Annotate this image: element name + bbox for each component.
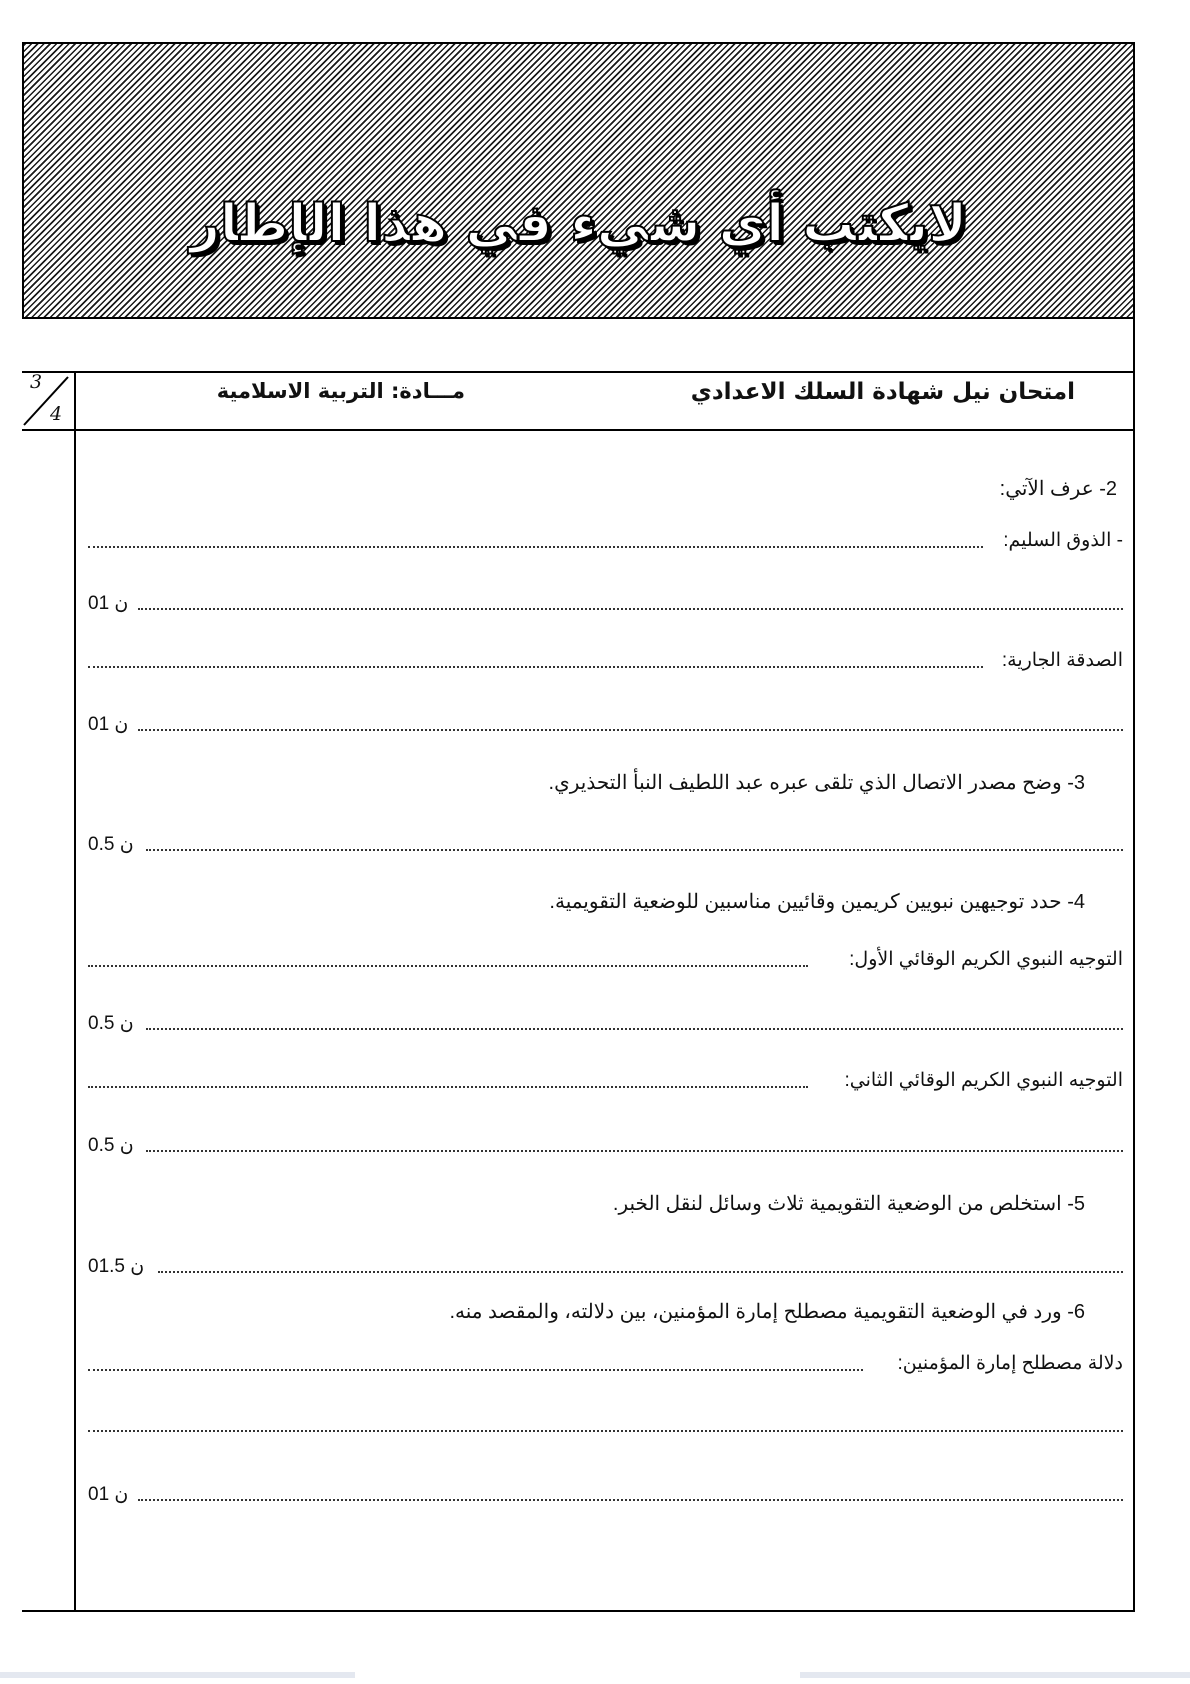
score-badge: 0.5 ن [88, 1135, 134, 1156]
answer-line-q5[interactable] [88, 1251, 1123, 1281]
answer-label: - الذوق السليم: [1003, 530, 1123, 551]
answer-line-guidance-1-2[interactable] [88, 1008, 1123, 1038]
score-badge: 01 ن [88, 593, 129, 614]
answer-line-emirate-3[interactable] [88, 1479, 1123, 1509]
no-write-banner [22, 42, 1135, 319]
dotted-line [88, 666, 983, 668]
answer-label: التوجيه النبوي الكريم الوقائي الأول: [849, 949, 1123, 970]
page-current: 3 [30, 371, 43, 393]
dotted-line [138, 1499, 1123, 1501]
scan-artifact [0, 1672, 355, 1678]
subject-label: مـــادة: التربية الاسلامية [216, 379, 465, 403]
score-badge: 01 ن [88, 714, 129, 735]
answer-line-emirate[interactable] [88, 1349, 1123, 1379]
answer-line-charity[interactable] [88, 646, 1123, 676]
answer-line-emirate-2[interactable] [88, 1410, 1123, 1440]
answer-line-guidance-1[interactable] [88, 945, 1123, 975]
exam-title: امتحان نيل شهادة السلك الاعدادي [690, 379, 1075, 405]
dotted-line [146, 1028, 1123, 1030]
answer-label: الصدقة الجارية: [1001, 650, 1123, 671]
dotted-line [88, 546, 983, 548]
banner-text: لايكتب أي شيء في هذا الإطار [190, 194, 967, 254]
dotted-line [146, 1150, 1123, 1152]
question-5: 5- استخلص من الوضعية التقويمية ثلاث وسائل لنقل الخبر. [612, 1193, 1085, 1215]
answer-line-taste[interactable] [88, 526, 1123, 556]
dotted-line [88, 965, 808, 967]
answer-line-taste-2[interactable] [88, 588, 1123, 618]
dotted-line [158, 1271, 1123, 1273]
dotted-line [146, 849, 1123, 851]
dotted-line [88, 1369, 863, 1371]
question-4: 4- حدد توجيهين نبويين كريمين وقائيين مناسبين للوضعية التقويمية. [549, 891, 1085, 913]
dotted-line [88, 1086, 808, 1088]
answer-label: دلالة مصطلح إمارة المؤمنين: [897, 1353, 1123, 1374]
frame-left-rule [74, 371, 76, 1612]
answer-line-q3[interactable] [88, 829, 1123, 859]
page-indicator [22, 371, 74, 431]
score-badge: 01.5 ن [88, 1256, 145, 1277]
answer-line-charity-2[interactable] [88, 709, 1123, 739]
question-3: 3- وضح مصدر الاتصال الذي تلقى عبره عبد اللطيف النبأ التحذيري. [548, 772, 1085, 794]
question-2: 2- عرف الآتي: [999, 478, 1117, 500]
score-badge: 01 ن [88, 1484, 129, 1505]
frame-bottom-rule [22, 1610, 1135, 1612]
question-6: 6- ورد في الوضعية التقويمية مصطلح إمارة المؤمنين، بين دلالته، والمقصد منه. [449, 1301, 1085, 1323]
dotted-line [88, 1430, 1123, 1432]
dotted-line [138, 608, 1123, 610]
dotted-line [138, 729, 1123, 731]
score-badge: 0.5 ن [88, 1013, 134, 1034]
scan-artifact [800, 1672, 1190, 1678]
answer-line-guidance-2-2[interactable] [88, 1130, 1123, 1160]
answer-label: التوجيه النبوي الكريم الوقائي الثاني: [844, 1070, 1123, 1091]
answer-line-guidance-2[interactable] [88, 1066, 1123, 1096]
score-badge: 0.5 ن [88, 834, 134, 855]
frame-right-rule [1133, 42, 1135, 1612]
page-total: 4 [50, 403, 63, 425]
